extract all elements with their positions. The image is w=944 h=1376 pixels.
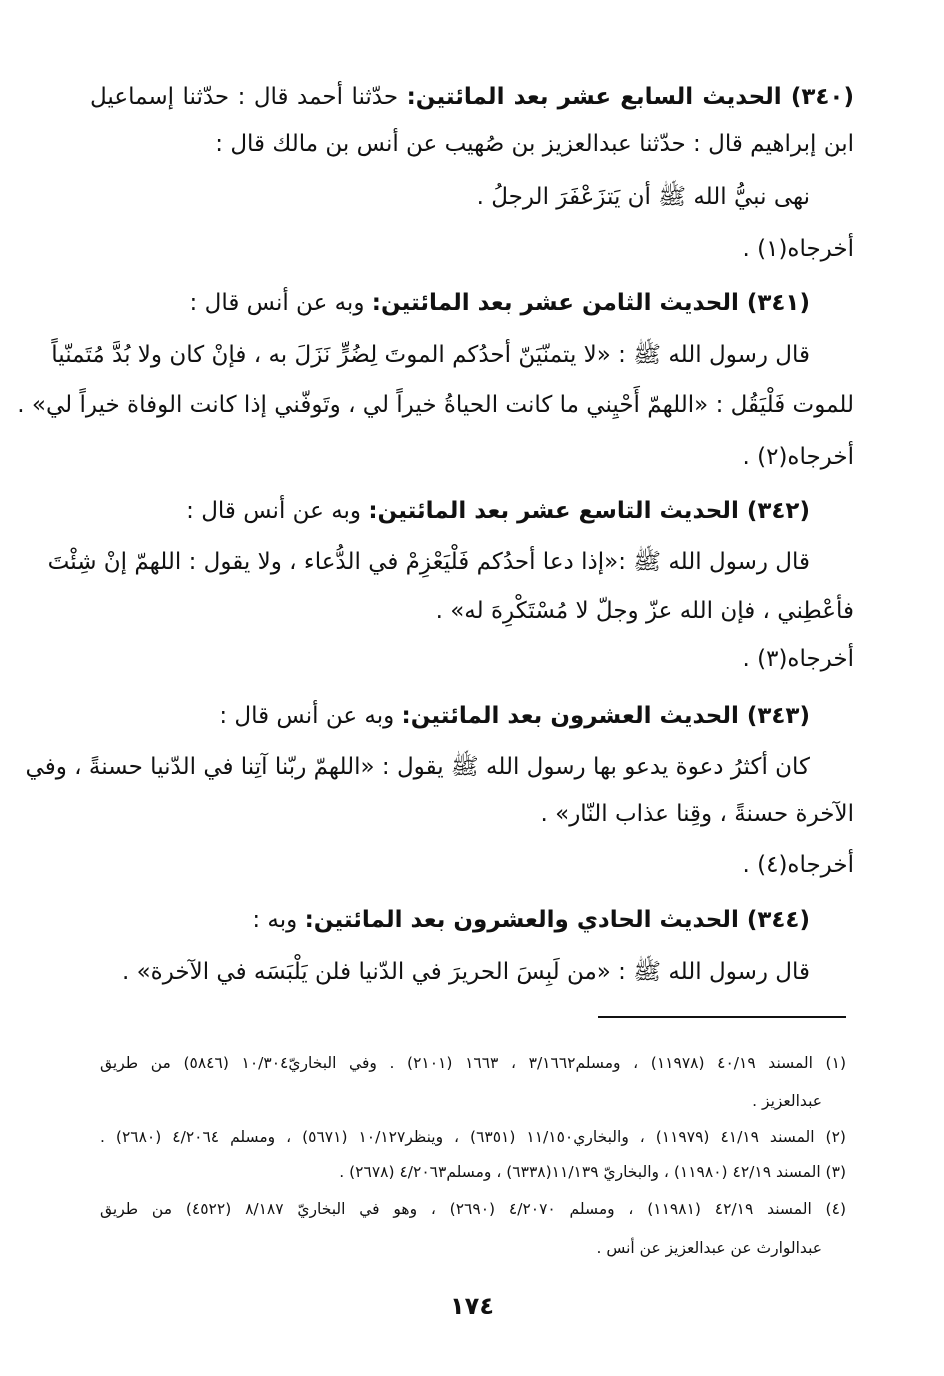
hadith-344-heading: (٣٤٤) الحديث الحادي والعشرون بعد المائتين: — [304, 907, 810, 933]
hadith-342-text-line-2: فأعْطِني ، فإن الله عزّ وجلّ لا مُسْتَكْرِهَ له» . — [435, 598, 854, 624]
hadith-340-line-2: ابن إبراهيم قال : حدّثنا عبدالعزيز بن صُهيب عن أنس بن مالك قال : — [215, 131, 854, 157]
hadith-344-heading-line — [90, 907, 810, 935]
hadith-340-chain-start: حدّثنا أحمد قال : حدّثنا إسماعيل — [90, 84, 407, 110]
hadith-344-chain: وبه : — [252, 907, 305, 933]
hadith-341-reference: أخرجاه(٢) . — [742, 444, 854, 470]
hadith-340-heading: (٣٤٠) الحديث السابع عشر بعد المائتين: — [406, 84, 854, 110]
hadith-340-line-1 — [90, 84, 854, 112]
footnote-4-line-2: عبدالوارث عن عبدالعزيز عن أنس . — [596, 1239, 822, 1257]
hadith-342-heading-line — [90, 498, 810, 526]
hadith-344-text: قال رسول الله ﷺ : «من لَبِسَ الحريرَ في الدّنيا فلن يَلْبَسَه في الآخرة» . — [121, 959, 810, 985]
hadith-341-text-line-2: للموت فَلْيَقُل : «اللهمّ أَحْيِني ما كانت الحياةُ خيراً لي ، وتَوفّني إذا كانت الوفاة خيراً لي» . — [17, 392, 854, 418]
hadith-343-heading-line — [90, 703, 810, 731]
hadith-342-chain: وبه عن أنس قال : — [186, 498, 369, 524]
hadith-341-chain: وبه عن أنس قال : — [189, 290, 372, 316]
hadith-343-reference: أخرجاه(٤) . — [742, 852, 854, 878]
page-number: ١٧٤ — [450, 1292, 494, 1320]
hadith-342-heading: (٣٤٢) الحديث التاسع عشر بعد المائتين: — [368, 498, 810, 524]
footnote-4-line-1: (٤) المسند ٤٢/١٩ (١١٩٨١) ، ومسلم ٤/٢٠٧٠ (٢٦٩٠) ، وهو في البخاريّ ٨/١٨٧ (٤٥٢٢) من طريق — [100, 1200, 846, 1218]
hadith-343-text-line-2: الآخرة حسنةً ، وقِنا عذاب النّار» . — [540, 801, 854, 827]
hadith-340-text: نهى نبيُّ الله ﷺ أن يَتزَعْفَرَ الرجلُ . — [476, 184, 810, 210]
footnote-separator — [598, 1016, 846, 1018]
hadith-342-text-line-1: قال رسول الله ﷺ :«إذا دعا أحدُكم فَلْيَعْزِمْ في الدُّعاء ، ولا يقول : اللهمّ إنْ شِئْتَ — [47, 549, 810, 575]
footnote-2: (٢) المسند ٤١/١٩ (١١٩٧٩) ، والبخاري١١/١٥٠ (٦٣٥١) ، وينظر١٠/١٢٧ (٥٦٧١) ، ومسلم ٤/٢٠٦٤ (٢٦٨٠) . — [100, 1128, 846, 1146]
hadith-343-text-line-1: كان أكثرُ دعوة يدعو بها رسول الله ﷺ يقول : «اللهمّ ربّنا آتِنا في الدّنيا حسنةً ، وفي — [25, 754, 810, 780]
hadith-342-reference: أخرجاه(٣) . — [742, 646, 854, 672]
hadith-341-text-line-1: قال رسول الله ﷺ : «لا يتمنّيَنّ أحدُكم الموتَ لِضُرٍّ نَزَلَ به ، فإنْ كان ولا بُدَّ مُتَمنّياً — [51, 342, 810, 368]
hadith-343-heading: (٣٤٣) الحديث العشرون بعد المائتين: — [401, 703, 810, 729]
footnote-1-line-1: (١) المسند ٤٠/١٩ (١١٩٧٨) ، ومسلم٣/١٦٦٢ ، ١٦٦٣ (٢١٠١) . وفي البخاريّ١٠/٣٠٤ (٥٨٤٦) من طريق — [100, 1054, 846, 1072]
hadith-341-heading: (٣٤١) الحديث الثامن عشر بعد المائتين: — [371, 290, 810, 316]
footnote-1-line-2: عبدالعزيز . — [752, 1092, 822, 1110]
footnote-3: (٣) المسند ٤٢/١٩ (١١٩٨٠) ، والبخاريّ ١١/١٣٩(٦٣٣٨) ، ومسلم٤/٢٠٦٣ (٢٦٧٨) . — [339, 1163, 846, 1181]
hadith-341-heading-line — [90, 290, 810, 318]
hadith-340-reference: أخرجاه(١) . — [742, 236, 854, 262]
hadith-343-chain: وبه عن أنس قال : — [219, 703, 402, 729]
